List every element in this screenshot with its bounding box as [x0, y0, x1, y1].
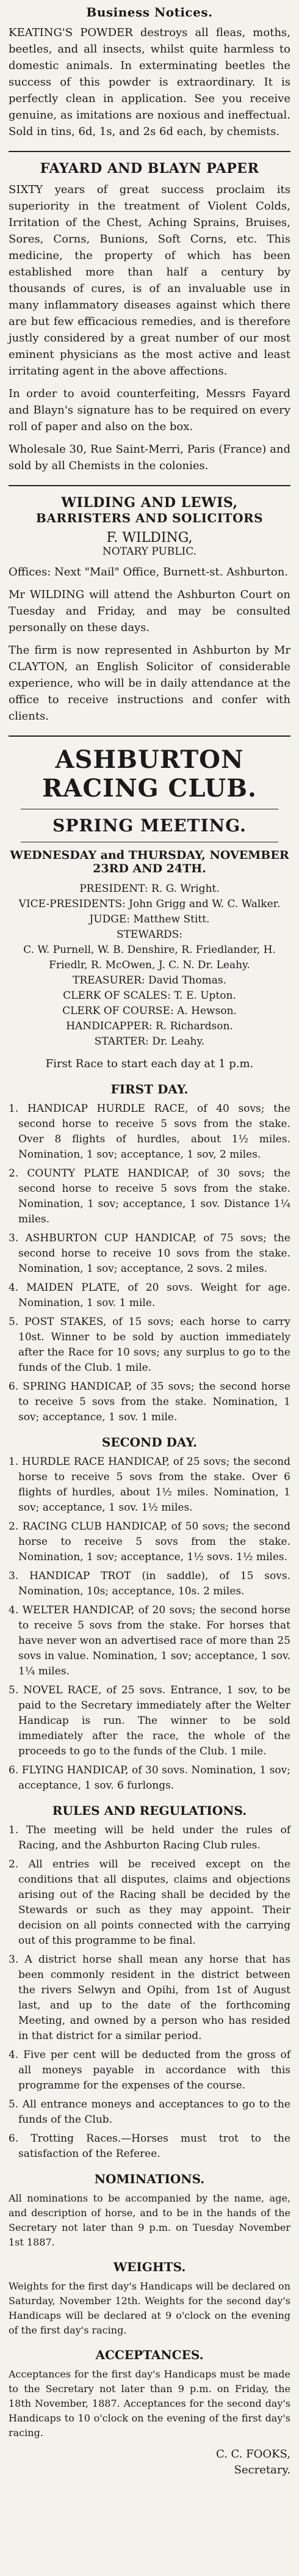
fayard-body: SIXTY years of great success proclaim its superiority in the treatment of Violent Colds, Irritation of the Chest, Aching Sprains, Bruises, Sores, Corns, Bunions, Soft Corns, etc. This medicine, the property of which has been established more than half a century by thousands of cures, is of an invaluable use in many inflammatory diseases against which there are but few efficacious remedies, and is therefore justly considered by a great number of our most eminent physicians as the most active and least irritating agent in the above affections.: [9, 183, 290, 378]
secretary-role: Secretary.: [234, 2464, 290, 2476]
rules-heading: RULES AND REGULATIONS.: [52, 1803, 247, 1818]
officer-line: HANDICAPPER: R. Richardson.: [66, 1020, 233, 1032]
second-day-heading: SECOND DAY.: [101, 1435, 198, 1450]
page-title: Business Notices.: [86, 5, 213, 20]
firm-role: BARRISTERS AND SOLICITORS: [35, 511, 264, 525]
firm-name: WILDING AND LEWIS,: [61, 495, 238, 511]
officer-line: VICE-PRESIDENTS: John Grigg and W. C. Walker.: [18, 898, 281, 910]
officer-line: CLERK OF SCALES: T. E. Upton.: [63, 990, 236, 1002]
race-item: 3. HANDICAP TROT (in saddle), of 15 sovs. Nomination, 10s; acceptance, 10s. 2 miles.: [9, 1570, 290, 1597]
race-item: 6. FLYING HANDICAP, of 30 sovs. Nomination, 1 sov; acceptance, 1 sov. 6 furlongs.: [9, 1764, 290, 1792]
rule-item: 4. Five per cent will be deducted from the gross of all moneys payable in accordance with this programme for the expenses of the course.: [9, 2049, 290, 2092]
fayard-counterfeit: In order to avoid counterfeiting, Messrs Fayard and Blayn's signature has to be required on every roll of paper and also on the box.: [9, 387, 290, 433]
representation-text: The firm is now represented in Ashburton by Mr CLAYTON, an English Solicitor of considerable experience, who will be in daily attendance at the office to receive instructions and confer with clients.: [9, 644, 290, 723]
club-title: ASHBURTON RACING CLUB.: [42, 745, 257, 803]
divider: [9, 151, 290, 152]
officer-line: JUDGE: Matthew Stitt.: [89, 913, 210, 925]
solicitor-name: F. WILDING,: [106, 530, 193, 545]
race-item: 5. POST STAKES, of 15 sovs; each horse to carry 10st. Winner to be sold by auction immediately after the Race for 10 sovs; any surplus to go to the funds of the Club. 1 mile.: [9, 1316, 290, 1374]
start-time: First Race to start each day at 1 p.m.: [45, 1057, 254, 1070]
officers-list: [9, 881, 290, 1049]
rule-item: 1. The meeting will be held under the rules of Racing, and the Ashburton Racing Club rules.: [9, 1824, 290, 1852]
race-item: 2. COUNTY PLATE HANDICAP, of 30 sovs; the second horse to receive 5 sovs from the stake. Nomination, 1 sov; acceptance, 1 sov. Distance 1¼ miles.: [9, 1167, 290, 1225]
racing-advert: [9, 745, 290, 2478]
newspaper-column: [9, 0, 290, 2478]
fayard-wholesale: Wholesale 30, Rue Saint-Merri, Paris (France) and sold by all Chemists in the colonies.: [9, 443, 290, 472]
meeting-title: SPRING MEETING.: [52, 815, 247, 836]
rule-item: 3. A district horse shall mean any horse that has been commonly resident in the district between the rivers Selwyn and Opihi, from 1st of August last, and up to the date of the forthcoming Meeting, and owned by a person who has resided in that district for a similar period.: [9, 1954, 290, 2042]
divider: [9, 735, 290, 737]
race-item: 6. SPRING HANDICAP, of 35 sovs; the second horse to receive 5 sovs from the stake. Nomination, 1 sov; acceptance, 1 sov. 1 mile.: [9, 1381, 290, 1423]
weights-text: Weights for the first day's Handicaps will be declared on Saturday, November 12th. Weights for the second day's Handicaps will be declared at 9 o'clock on the evening of the first day's racing.: [9, 2280, 290, 2336]
race-item: 1. HANDICAP HURDLE RACE, of 40 sovs; the second horse to receive 5 sovs from the stake. Over 8 flights of hurdles, about 1½ miles. Nomination, 1 sov; acceptance, 1 sov, 2 miles.: [9, 1103, 290, 1161]
officer-line: PRESIDENT: R. G. Wright.: [79, 883, 220, 895]
first-day-heading: FIRST DAY.: [110, 1082, 189, 1096]
weights-heading: WEIGHTS.: [113, 2260, 186, 2274]
officer-line: C. W. Purnell, W. B. Denshire, R. Friedlander, H. Friedlr, R. McOwen, J. C. N. Dr. Leahy.: [23, 944, 276, 971]
race-item: 5. NOVEL RACE, of 25 sovs. Entrance, 1 sov, to be paid to the Secretary immediately after the Welter Handicap is run. The winner to be sold immediately after the race, the whole of the proceeds to go to the funds of the Club. 1 mile.: [9, 1684, 290, 1757]
race-item: 4. WELTER HANDICAP, of 20 sovs; the second horse to receive 5 sovs from the stake. For horses that have never won an advertised race of more than 25 sovs in value. Nomination, 1 sov; acceptance, 1 sov. 1¼ miles.: [9, 1604, 290, 1677]
offices-text: Offices: Next "Mail" Office, Burnett-st. Ashburton.: [9, 566, 289, 578]
officer-line: CLERK OF COURSE: A. Hewson.: [62, 1005, 237, 1017]
fayard-advert: [9, 161, 290, 474]
rule-item: 6. Trotting Races.—Horses must trot to the satisfaction of the Referee.: [9, 2133, 290, 2160]
race-item: 3. ASHBURTON CUP HANDICAP, of 75 sovs; the second horse to receive 10 sovs from the stake. Nomination, 1 sov; acceptance, 2 sovs. 2 miles.: [9, 1232, 290, 1275]
acceptances-heading: ACCEPTANCES.: [95, 2348, 204, 2362]
officer-line: TREASURER: David Thomas.: [73, 974, 226, 987]
solicitor-role: NOTARY PUBLIC.: [102, 545, 197, 558]
keating-advert: [9, 24, 290, 140]
keating-text: KEATING'S POWDER destroys all fleas, moths, beetles, and all insects, whilst quite harmless to domestic animals. In exterminating beetles the success of this powder is extraordinary. It is perfectly clean in application. See you receive genuine, as imitations are noxious and ineffectual. Sold in tins, 6d, 1s, and 2s 6d each, by chemists.: [9, 26, 290, 138]
rule-item: 5. All entrance moneys and acceptances to go to the funds of the Club.: [9, 2098, 290, 2126]
attendance-text: Mr WILDING will attend the Ashburton Court on Tuesday and Friday, and may be consulted personally on these days.: [9, 588, 290, 634]
rule-item: 2. All entries will be received except on the conditions that all disputes, claims and objections arising out of the Racing shall be decided by the Stewards or such as they may appoint. Their decision on all points connected with the carrying out of this programme to be final.: [9, 1858, 290, 1947]
divider: [9, 485, 290, 486]
wilding-advert: [9, 495, 290, 724]
nominations-heading: NOMINATIONS.: [94, 2172, 205, 2186]
nominations-text: All nominations to be accompanied by the name, age, and description of horse, and to be in the hands of the Secretary not later than 9 p.m. on Tuesday November 1st 1887.: [9, 2192, 290, 2248]
race-item: 4. MAIDEN PLATE, of 20 sovs. Weight for age. Nomination, 1 sov. 1 mile.: [9, 1282, 290, 1309]
officer-line: STARTER: Dr. Leahy.: [94, 1035, 205, 1048]
race-item: 2. RACING CLUB HANDICAP, of 50 sovs; the second horse to receive 5 sovs from the stake. Nomination, 1 sov; acceptance, 1½ sovs. 1½ miles.: [9, 1520, 290, 1563]
fayard-title: FAYARD AND BLAYN PAPER: [40, 161, 259, 177]
race-item: 1. HURDLE RACE HANDICAP, of 25 sovs; the second horse to receive 5 sovs from the stake. Over 6 flights of hurdles, about 1½ miles. Nomination, 1 sov; acceptance, 1 sov. 1½ miles.: [9, 1456, 290, 1514]
secretary-name: C. C. FOOKS,: [215, 2448, 290, 2461]
meeting-dates: WEDNESDAY and THURSDAY, NOVEMBER 23RD AND 24TH.: [10, 848, 289, 875]
officer-line: STEWARDS:: [116, 929, 183, 941]
acceptances-text: Acceptances for the first day's Handicaps must be made to the Secretary not later than 9 p.m. on Friday, the 18th November, 1887. Acceptances for the second day's Handicaps to 10 o'clock on the evening of the first day's racing.: [9, 2368, 290, 2439]
